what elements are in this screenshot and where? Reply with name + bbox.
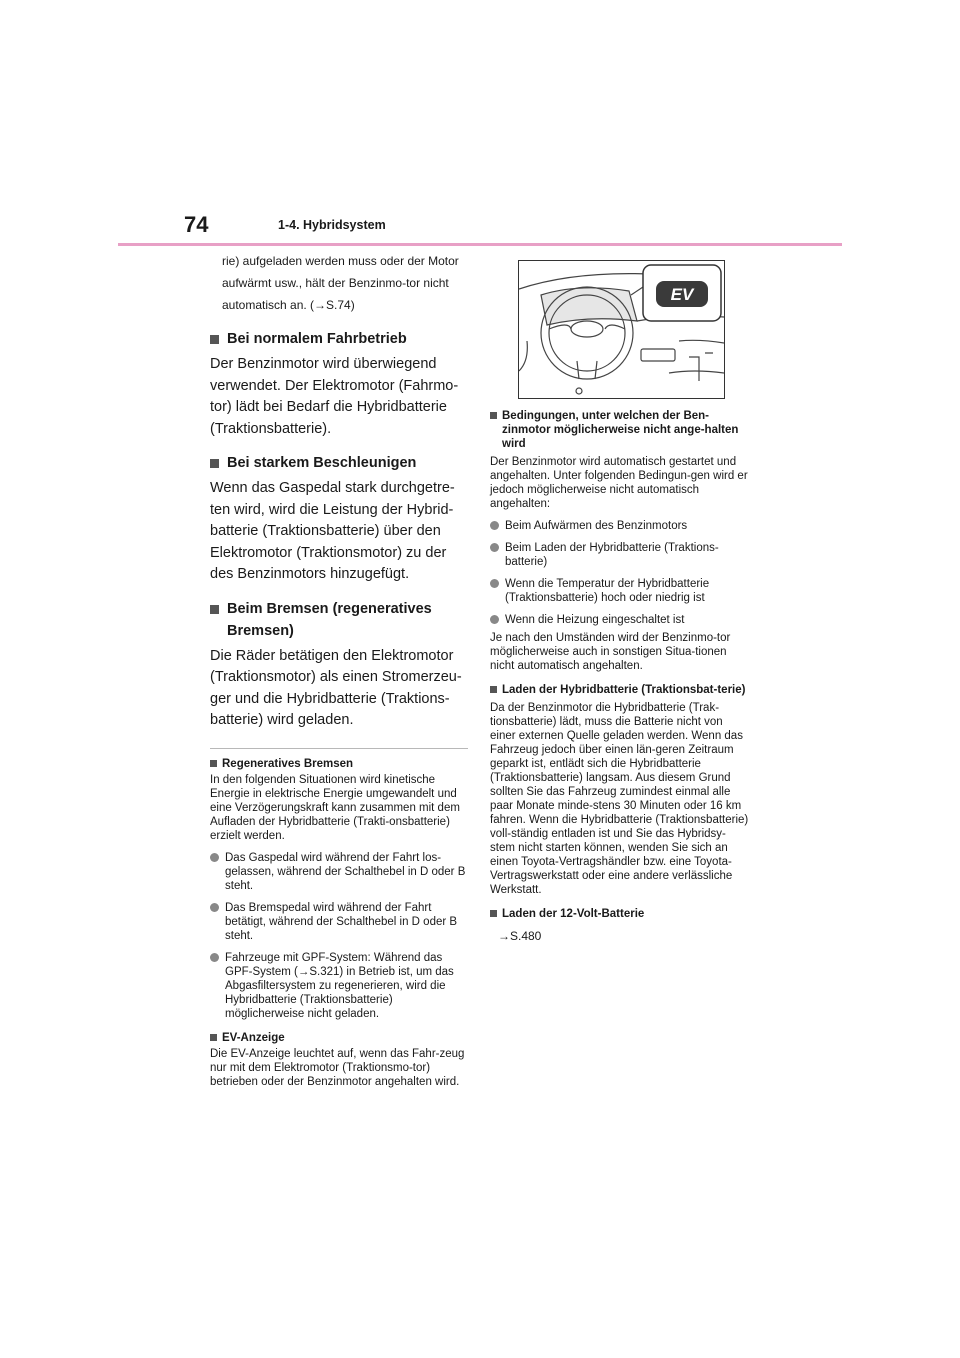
paragraph-conditions: Der Benzinmotor wird automatisch gestartet und angehalten. Unter folgenden Bedingun-gen wird er jedoch möglicherweise nicht automatisch angehalten: — [490, 456, 748, 510]
paragraph-ev-indicator: Die EV-Anzeige leuchtet auf, wenn das Fahr-zeug nur mit dem Elektromotor (Traktionsmo-tor) betrieben oder der Benzinmotor angehalten wird. — [210, 1047, 465, 1088]
list-item — [490, 613, 750, 627]
paragraph-braking: Die Räder betätigen den Elektromotor (Traktionsmotor) als einen Stromerzeu-ger und die Hybridbatterie (Traktions-batterie) wird geladen. — [210, 647, 462, 728]
round-bullet-icon — [490, 543, 499, 552]
list-item — [210, 901, 468, 943]
heading-text: Laden der 12-Volt-Batterie — [502, 908, 645, 920]
heading-conditions — [490, 409, 750, 451]
round-bullet-icon — [210, 953, 219, 962]
heading-text: Laden der Hybridbatterie (Traktionsbat-terie) — [502, 684, 746, 696]
heading-text: Bedingungen, unter welchen der Ben-zinmotor möglicherweise nicht ange-halten wird — [502, 410, 739, 450]
ev-indicator-label: EV — [670, 285, 694, 304]
square-bullet-icon — [490, 686, 497, 693]
list-item — [210, 851, 468, 893]
round-bullet-icon — [490, 579, 499, 588]
square-bullet-icon — [210, 760, 217, 767]
list-item — [490, 541, 750, 569]
heading-12v-battery — [490, 907, 750, 921]
list-item-text: Wenn die Heizung eingeschaltet ist — [505, 614, 685, 626]
dashboard-illustration — [518, 260, 725, 399]
square-bullet-icon — [210, 335, 219, 344]
round-bullet-icon — [210, 903, 219, 912]
list-item-text: Das Bremspedal wird während der Fahrt betätigt, während der Schalthebel in D oder B steht. — [225, 901, 458, 942]
list-item — [490, 519, 750, 533]
header-rule — [118, 243, 842, 246]
heading-braking — [210, 598, 468, 642]
round-bullet-icon — [210, 853, 219, 862]
right-column — [490, 260, 750, 943]
paragraph-charge-hybrid: Da der Benzinmotor die Hybridbatterie (Trak-tionsbatterie) lädt, muss die Batterie nicht von einer externen Quelle geladen werden. Wenn das Fahrzeug jedoch über einen län-geren Zeitraum geparkt ist, entlädt sich die Hybridbatterie (Traktionsbatterie) langsam. Aus diesem Grund sollten Sie das Fahrzeug zumindest einmal alle paar Monate minde-stens 30 Minuten oder 16 km fahren. Wenn die Hybridbatterie (Traktionsbatterie) voll-ständig entladen ist und Sie das Hybridsy-stem nicht starten können, wenden Sie sich an einen Toyota-Vertragshändler bzw. eine Toyota-Vertragswerkstatt oder eine andere verlässliche Werkstatt. — [490, 702, 749, 896]
heading-text: Regeneratives Bremsen — [222, 757, 354, 770]
heading-normal-driving — [210, 328, 468, 350]
square-bullet-icon — [490, 910, 497, 917]
heading-regenerative-braking — [210, 757, 468, 771]
paragraph-strong-acceleration: Wenn das Gaspedal stark durchgetre-ten wird, wird die Leistung der Hybrid-batterie (Traktionsbatterie) über den Elektromotor (Traktionsmotor) zu der des Benzinmotors hinzugefügt. — [210, 480, 455, 582]
left-column — [210, 250, 468, 1089]
paragraph-regenerative: In den folgenden Situationen wird kinetische Energie in elektrische Energie umgewandelt und eine Verzögerungskraft kann zusammen mit dem Aufladen der Hybridbatterie (Trakti-onsbatterie) erzielt werden. — [210, 773, 460, 842]
paragraph-normal-driving: Der Benzinmotor wird überwiegend verwendet. Der Elektromotor (Fahrmo-tor) lädt bei Bedarf die Hybridbatterie (Traktionsbatterie). — [210, 356, 459, 437]
list-item — [490, 577, 750, 605]
dashboard-drawing — [519, 261, 724, 398]
list-item-text: Beim Laden der Hybridbatterie (Traktions-batterie) — [505, 542, 719, 568]
heading-ev-indicator — [210, 1031, 468, 1045]
list-item — [210, 951, 468, 1021]
square-bullet-icon — [210, 1034, 217, 1041]
square-bullet-icon — [210, 459, 219, 468]
heading-text: Bei starkem Beschleunigen — [227, 455, 417, 471]
page-reference-link[interactable]: →S.480 — [498, 929, 542, 943]
list-item-text: Fahrzeuge mit GPF-System: Während das GPF-System (→S.321) in Betrieb ist, um das Abgasfiltersystem zu regenerieren, wird die Hybridbatterie (Traktionsbatterie) möglicherweise nicht geladen. — [225, 951, 454, 1020]
paragraph-conditions-after: Je nach den Umständen wird der Benzinmo-tor möglicherweise auch in sonstigen Situa-tionen nicht automatisch angehalten. — [490, 632, 731, 672]
intro-continuation: rie) aufgeladen werden muss oder der Motor aufwärmt usw., hält der Benzinmo-tor nicht automatisch an. (→S.74) — [222, 254, 459, 312]
section-divider — [210, 748, 468, 749]
section-title: 1-4. Hybridsystem — [278, 218, 386, 232]
square-bullet-icon — [210, 605, 219, 614]
round-bullet-icon — [490, 521, 499, 530]
list-item-text: Das Gaspedal wird während der Fahrt los-gelassen, während der Schalthebel in D oder B steht. — [225, 851, 466, 892]
list-item-text: Wenn die Temperatur der Hybridbatterie (Traktionsbatterie) hoch oder niedrig ist — [505, 578, 710, 604]
square-bullet-icon — [490, 412, 497, 419]
heading-text: Beim Bremsen (regeneratives Bremsen) — [227, 600, 432, 639]
heading-text: EV-Anzeige — [222, 1031, 285, 1044]
page-number: 74 — [184, 212, 209, 237]
heading-text: Bei normalem Fahrbetrieb — [227, 331, 407, 347]
heading-strong-acceleration — [210, 452, 468, 474]
list-item-text: Beim Aufwärmen des Benzinmotors — [505, 520, 688, 532]
heading-charge-hybrid — [490, 683, 750, 697]
round-bullet-icon — [490, 615, 499, 624]
